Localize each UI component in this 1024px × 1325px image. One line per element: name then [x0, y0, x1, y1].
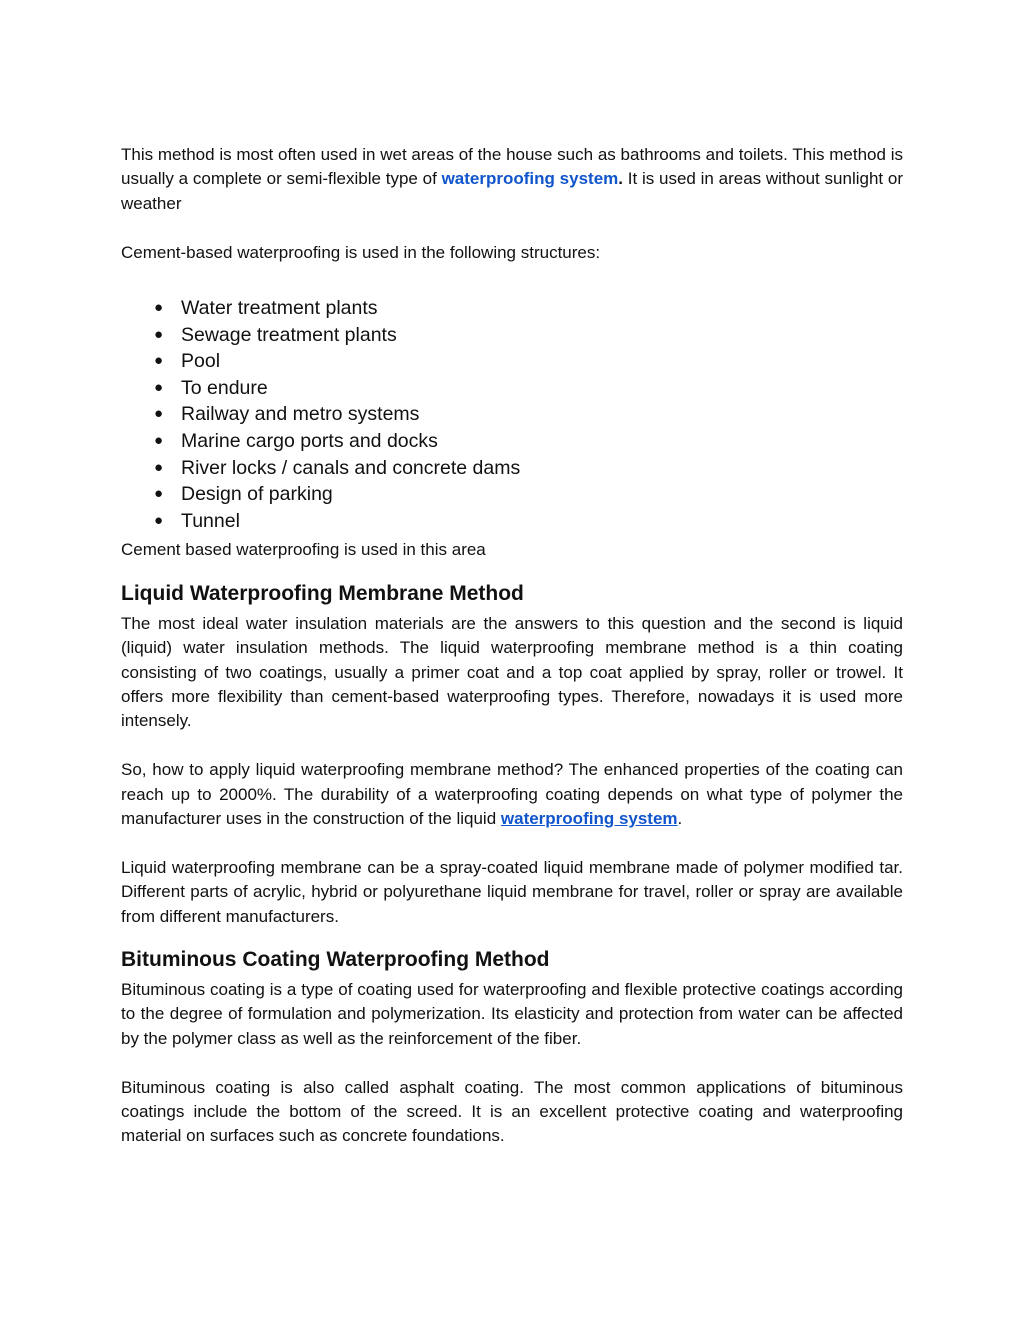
intro-paragraph	[121, 143, 903, 216]
bullet-icon: ●	[154, 511, 164, 529]
list-item: ● Tunnel	[121, 508, 903, 535]
list-item: ● Water treatment plants	[121, 295, 903, 322]
liquid-paragraph-3: Liquid waterproofing membrane can be a spray-coated liquid membrane made of polymer modified tar. Different parts of acrylic, hybrid or polyurethane liquid membrane for travel, roller or spray are available from different manufacturers.	[121, 857, 903, 926]
bituminous-paragraph-1: Bituminous coating is a type of coating used for waterproofing and flexible protective coatings according to the degree of formulation and polymerization. Its elasticity and protection from water can be affected by the polymer class as well as the reinforcement of the fiber.	[121, 980, 903, 1048]
list-item: ● To endure	[121, 375, 903, 402]
bullet-icon: ●	[154, 405, 164, 423]
intro-period: .	[618, 169, 623, 189]
structures-intro: Cement-based waterproofing is used in the following structures:	[121, 242, 601, 262]
waterproofing-system-link-2[interactable]: waterproofing system	[500, 809, 678, 828]
intro-text: This method is most often used in wet areas of the house such as bathrooms and toilets. This method is usually a complete or semi-flexible type of	[121, 145, 903, 189]
waterproofing-system-link[interactable]: waterproofing system	[441, 169, 619, 189]
list-item: ● Design of parking	[121, 481, 903, 508]
liquid-heading: Liquid Waterproofing Membrane Method	[121, 581, 524, 605]
bullet-icon: ●	[154, 458, 164, 476]
bullet-icon: ●	[154, 299, 164, 317]
after-list-note: Cement based waterproofing is used in this area	[121, 540, 486, 560]
list-item: ● Pool	[121, 348, 903, 375]
bullet-icon: ●	[154, 352, 164, 370]
bullet-icon: ●	[154, 325, 164, 343]
list-item: ● Sewage treatment plants	[121, 322, 903, 349]
list-item: ● Railway and metro systems	[121, 401, 903, 428]
bituminous-paragraph-2: Bituminous coating is also called asphalt coating. The most common applications of bituminous coatings include the bottom of the screed. It is an excellent protective coating and waterproofing material on surfaces such as concrete foundations.	[121, 1077, 903, 1146]
list-item: ● Marine cargo ports and docks	[121, 428, 903, 455]
structures-list	[121, 295, 903, 534]
liquid-paragraph-1: The most ideal water insulation materials are the answers to this question and the second is liquid (liquid) water insulation methods. The liquid waterproofing membrane method is a thin coating consisting of two coatings, usually a primer coat and a top coat applied by spray, roller or trowel. It offers more flexibility than cement-based waterproofing types. Therefore, nowadays it is used more intensely.	[121, 613, 903, 731]
bullet-icon: ●	[154, 431, 164, 449]
intro-text-end: It is used in areas without sunlight or weather	[121, 169, 903, 213]
liquid-paragraph-2: So, how to apply liquid waterproofing membrane method? The enhanced properties of the coating can reach up to 2000%. The durability of a waterproofing coating depends on what type of polymer the manufacturer uses in the construction of the liquid waterproofing system.	[121, 760, 903, 828]
bullet-icon: ●	[154, 378, 164, 396]
bituminous-heading: Bituminous Coating Waterproofing Method	[121, 948, 550, 972]
list-item: ● River locks / canals and concrete dams	[121, 455, 903, 482]
bullet-icon: ●	[154, 485, 164, 503]
document-page	[121, 143, 903, 1149]
